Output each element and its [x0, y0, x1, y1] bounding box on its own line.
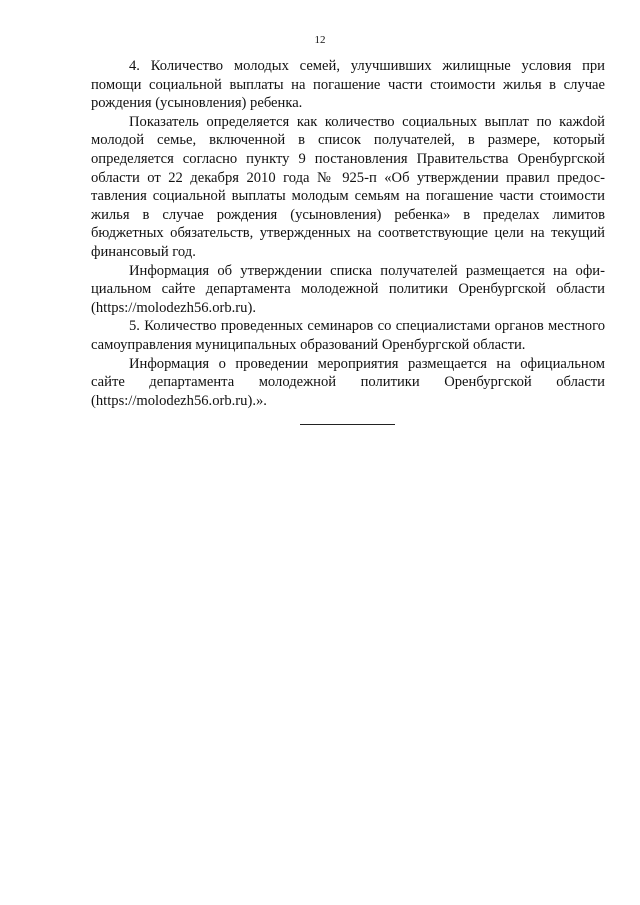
paragraph-indicator-4: 4. Количество молодых семей, улучшивших жилищные условия при помощи социальной выплаты на погашение части стоимости жилья в случае рождения (усыновления) ребенка. — [91, 58, 605, 112]
paragraph-indicator-4-definition: Показатель определяется как количество социальных выплат по кажdой молодой семье, включенной в список получателей, в размере, который определяется согласно пункту 9 постановления Правительства Оренбургской области от 22 декабря 2010 года № 925-п «Об утверждении правил предоставления социальной выплаты молодым семьям на погашение части стоимости жилья в случае рождения (усыновления) ребенка» в пределах лимитов бюджетных обязательств, утвержденных на соответствующие цели на текущий финансовый год. — [91, 113, 605, 260]
end-divider-line — [300, 424, 395, 425]
document-body — [91, 57, 605, 410]
paragraph-indicator-5: 5. Количество проведенных семинаров со специалистами органов местного самоуправления муниципальных образований Оренбургской области. — [91, 318, 605, 353]
paragraph-recipients-info: Информация об утверждении списка получателей размещается на официальном сайте департамента молодежной политики Оренбургской области (https://molodezh56.orb.ru). — [91, 262, 605, 316]
page-number: 12 — [314, 34, 326, 46]
paragraph-event-info: Информация о проведении мероприятия размещается на официальном сайте департамента молодежной политики Оренбургской области (https://molodezh56.orb.ru).». — [91, 355, 605, 409]
